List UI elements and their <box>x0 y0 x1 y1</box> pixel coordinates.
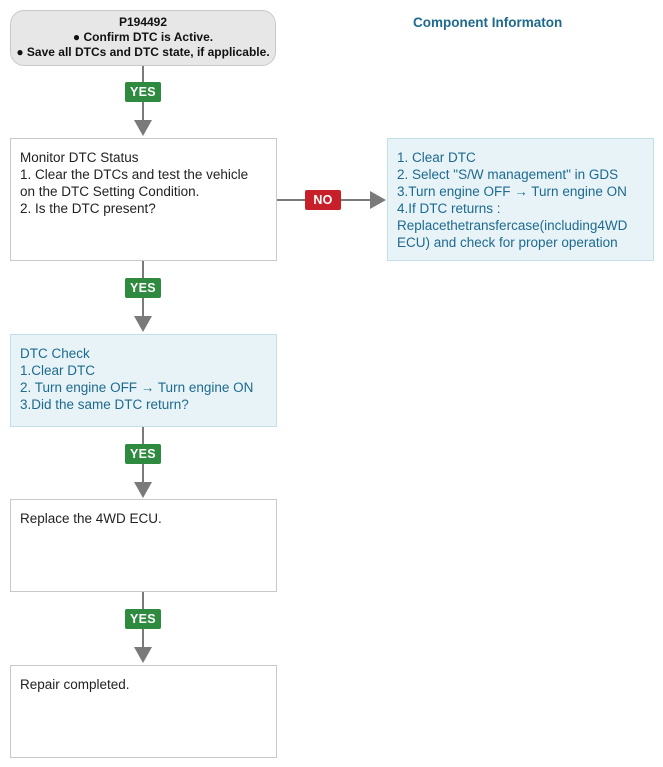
no-branch-line: ECU) and check for proper operation <box>397 235 618 250</box>
step3-line: Replace the 4WD ECU. <box>20 511 162 526</box>
start-terminal <box>10 10 276 66</box>
arrow-down-icon <box>134 120 152 136</box>
step1-line: 2. Is the DTC present? <box>20 201 156 216</box>
yes-badge: YES <box>125 278 161 298</box>
step-replace-ecu <box>10 499 277 592</box>
no-badge: NO <box>305 190 341 210</box>
step1-line: Monitor DTC Status <box>20 150 139 165</box>
step1-line: on the DTC Setting Condition. <box>20 184 200 199</box>
arrow-down-icon <box>134 316 152 332</box>
arrow-down-icon <box>134 482 152 498</box>
dtc-code: P194492 <box>118 15 168 29</box>
step-dtc-check <box>10 334 277 427</box>
yes-badge: YES <box>125 609 161 629</box>
no-branch-instructions <box>387 138 654 261</box>
step2-line: 1.Clear DTC <box>20 363 96 378</box>
step-repair-completed <box>10 665 277 758</box>
step4-line: Repair completed. <box>20 677 130 692</box>
step2-line: DTC Check <box>20 346 90 361</box>
no-branch-line: 2. Select "S/W management" in GDS <box>397 167 619 182</box>
arrow-right-icon <box>370 191 386 209</box>
no-branch-line: 1. Clear DTC <box>397 150 476 165</box>
arrow-down-icon <box>134 647 152 663</box>
no-branch-line: 3.Turn engine OFF → Turn engine ON <box>397 184 627 199</box>
start-line-confirm: ● Confirm DTC is Active. <box>72 30 214 44</box>
component-info-title: Component Informaton <box>413 15 563 30</box>
no-branch-line: 4.If DTC returns : <box>397 201 501 216</box>
step2-line: 3.Did the same DTC return? <box>20 397 189 412</box>
yes-badge: YES <box>125 82 161 102</box>
step2-line: 2. Turn engine OFF → Turn engine ON <box>20 380 254 395</box>
step1-line: 1. Clear the DTCs and test the vehicle <box>20 167 249 182</box>
yes-badge: YES <box>125 444 161 464</box>
start-line-save: ● Save all DTCs and DTC state, if applicable. <box>16 45 270 59</box>
no-branch-line: Replacethetransfercase(including4WD <box>397 218 628 233</box>
step-monitor-dtc-status <box>10 138 277 261</box>
